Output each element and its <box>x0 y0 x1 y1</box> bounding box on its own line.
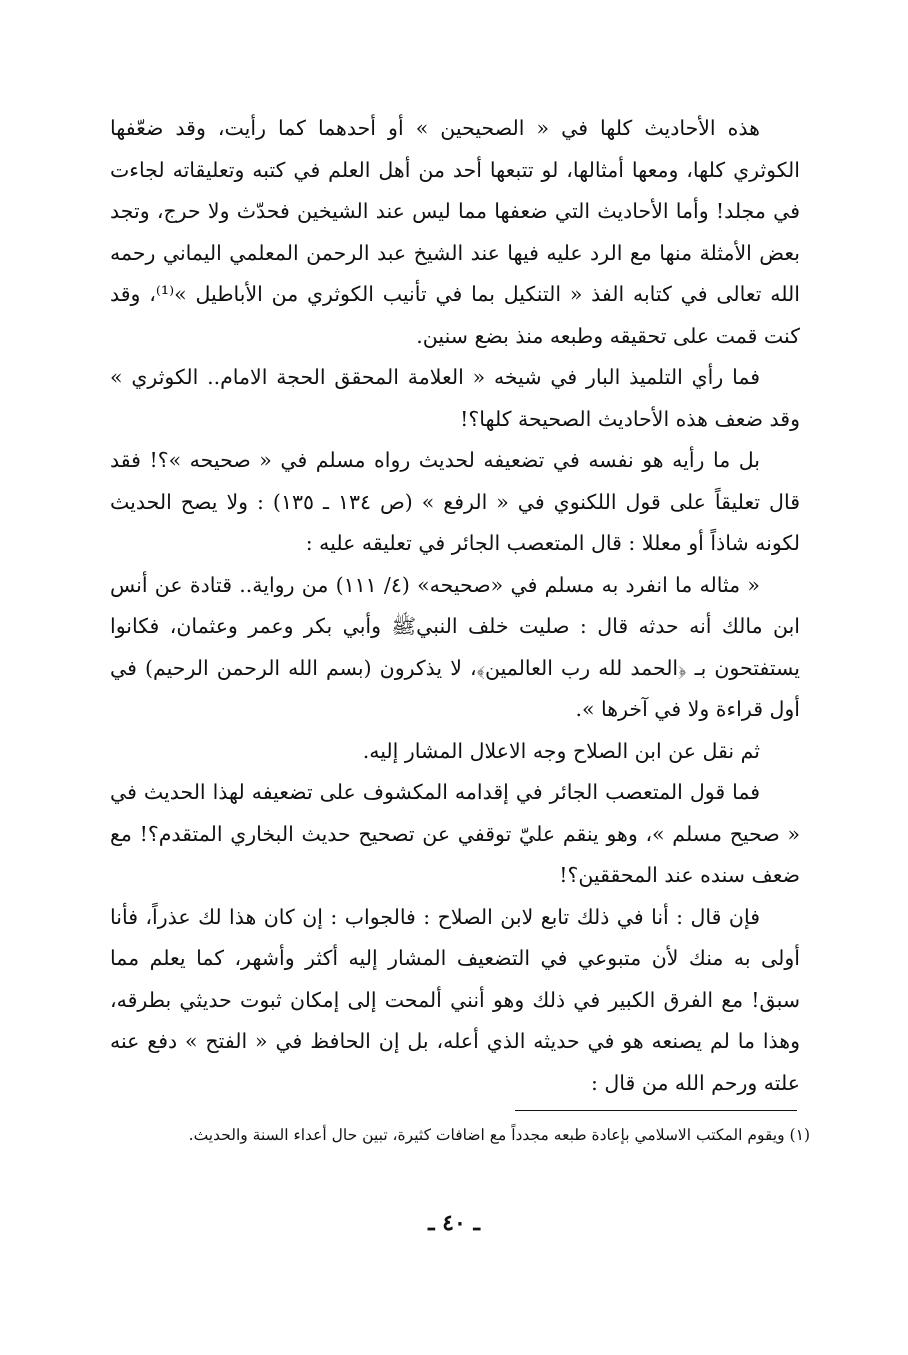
paragraph-1: هذه الأحاديث كلها في « الصحيحين » أو أحدهما كما رأيت، وقد ضعّفها الكوثري كلها، ومعها أمثالها، لو تتبعها أحد من أهل العلم في كتبه وتعليقاته لجاءت في مجلد! وأما الأحاديث التي ضعفها مما ليس عند الشيخين فحدّث ولا حرج، وتجد بعض الأمثلة منها مع الرد عليه فيها عند الشيخ عبد الرحمن المعلمي اليماني رحمه الله تعالى في كتابه الفذ « التنكيل بما في تأنيب الكوثري من الأباطيل »⁽¹⁾، وقد كنت قمت على تحقيقه وطبعه منذ بضع سنين. <box>110 116 800 348</box>
main-text <box>110 108 800 1104</box>
page-number: ـ ٤٠ ـ <box>428 1210 480 1236</box>
paragraph-2: فما رأي التلميذ البار في شيخه « العلامة المحقق الحجة الامام.. الكوثري » وقد ضعف هذه الأحاديث الصحيحة كلها؟! <box>110 365 800 431</box>
footnote-separator <box>515 1110 797 1111</box>
footnote: (١) ويقوم المكتب الاسلامي بإعادة طبعه مجدداً مع اضافات كثيرة، تبين حال أعداء السنة والحديث. <box>188 1126 810 1144</box>
paragraph-7: فإن قال : أنا في ذلك تابع لابن الصلاح : فالجواب : إن كان هذا لك عذراً، فأنا أولى به منك لأن متبوعي في التضعيف المشار إليه أكثر وأشهر، كما يعلم مما سبق! مع الفرق الكبير في ذلك وهو أنني ألمحت إلى إمكان ثبوت حديثي بطرقه، وهذا ما لم يصنعه هو في حديثه الذي أعله، بل إن الحافظ في « الفتح » دفع عنه علته ورحم الله من قال : <box>110 904 800 1095</box>
paragraph-3: بل ما رأيه هو نفسه في تضعيفه لحديث رواه مسلم في « صحيحه »؟! فقد قال تعليقاً على قول اللكنوي في « الرفع » (ص ١٣٤ ـ ١٣٥) : ولا يصح الحديث لكونه شاذاً أو معللا : قال المتعصب الجائر في تعليقه عليه : <box>110 448 800 555</box>
paragraph-6: فما قول المتعصب الجائر في إقدامه المكشوف على تضعيفه لهذا الحديث في « صحيح مسلم »، وهو ينقم عليّ توقفي عن تصحيح حديث البخاري المتقدم؟! مع ضعف سنده عند المحققين؟! <box>110 780 800 887</box>
paragraph-4-quote: « مثاله ما انفرد به مسلم في «صحيحه» (٤/ ١١١) من رواية.. قتادة عن أنس ابن مالك أنه حدثه قال : صليت خلف النبيﷺ وأبي بكر وعمر وعثمان، فكانوا يستفتحون بـ ﴿الحمد لله رب العالمين﴾، لا يذكرون (بسم الله الرحمن الرحيم) في أول قراءة ولا في آخرها ». <box>110 572 800 721</box>
paragraph-5: ثم نقل عن ابن الصلاح وجه الاعلال المشار إليه. <box>362 738 760 763</box>
